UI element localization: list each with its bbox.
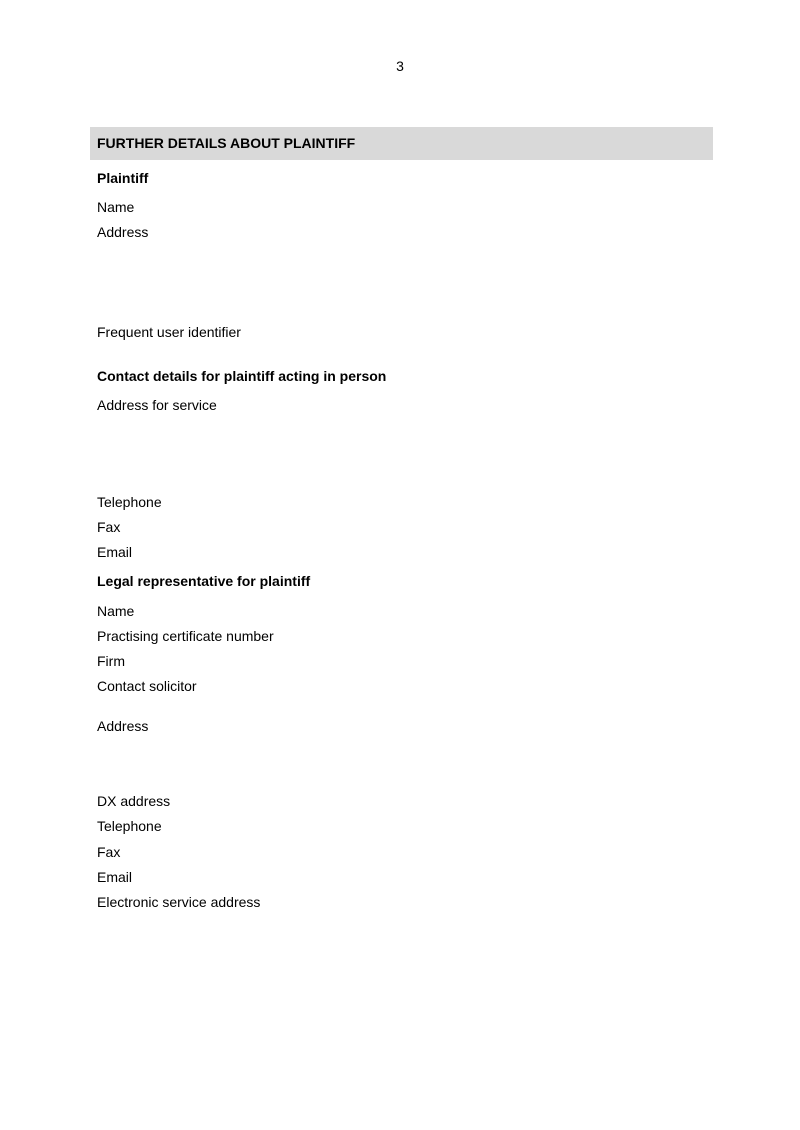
contact-solicitor-label: Contact solicitor	[97, 678, 197, 694]
contact-email-label: Email	[97, 544, 133, 560]
page-number: 3	[396, 58, 404, 74]
address-for-service-label: Address for service	[97, 397, 217, 413]
dx-address-label: DX address	[97, 793, 171, 809]
contact-fax-label: Fax	[97, 519, 121, 535]
practising-certificate-label: Practising certificate number	[97, 628, 274, 644]
legal-rep-fax-label: Fax	[97, 844, 121, 860]
legal-rep-email-label: Email	[97, 869, 133, 885]
legal-rep-telephone-label: Telephone	[97, 818, 162, 834]
plaintiff-address-label: Address	[97, 224, 149, 240]
electronic-service-address-label: Electronic service address	[97, 894, 261, 910]
legal-representative-heading: Legal representative for plaintiff	[97, 573, 311, 589]
contact-details-heading: Contact details for plaintiff acting in person	[97, 368, 387, 384]
section-title: FURTHER DETAILS ABOUT PLAINTIFF	[90, 127, 713, 160]
contact-telephone-label: Telephone	[97, 494, 162, 510]
plaintiff-name-label: Name	[97, 199, 135, 215]
firm-label: Firm	[97, 653, 125, 669]
plaintiff-heading: Plaintiff	[97, 170, 149, 186]
legal-rep-address-label: Address	[97, 718, 149, 734]
frequent-user-identifier-label: Frequent user identifier	[97, 324, 241, 340]
legal-rep-name-label: Name	[97, 603, 135, 619]
